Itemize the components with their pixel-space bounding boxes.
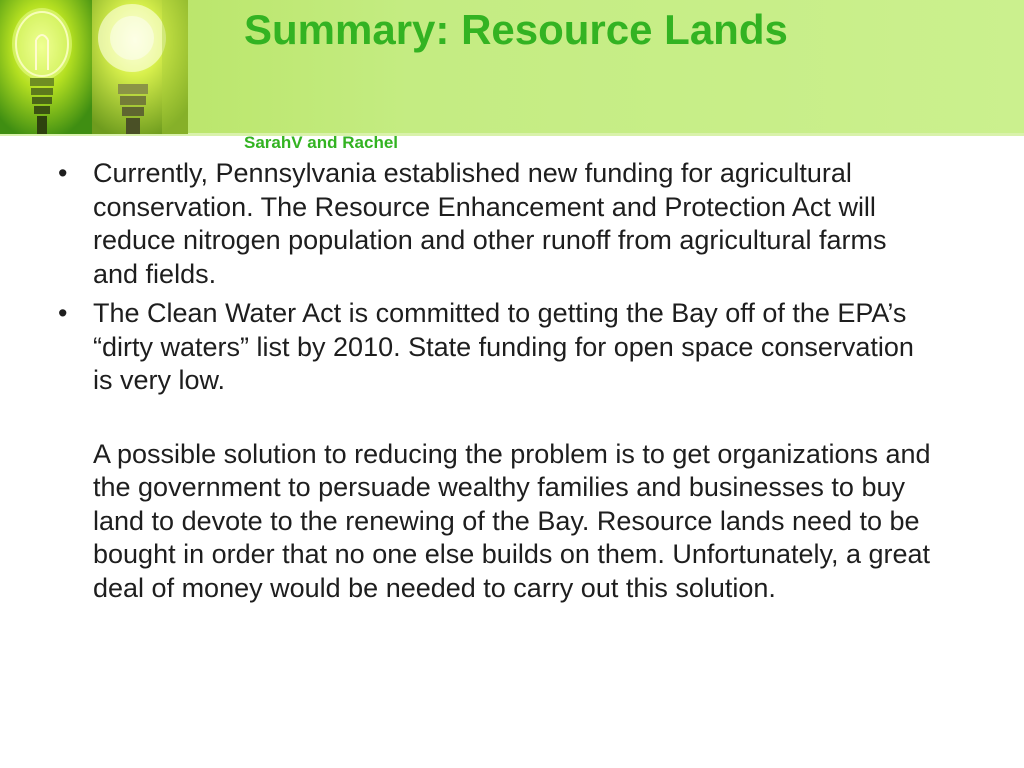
solution-paragraph: A possible solution to reducing the problem is to get organizations and the government to persuade wealthy families and businesses to buy land to devote to the renewing of the Bay. Resource lands need to be bought in order that no one else builds on them. Unfortunately, a great deal of money would be needed to carry out this solution. bbox=[93, 438, 931, 603]
bullet-text: Currently, Pennsylvania established new funding for agricultural conservation. The Resource Enhancement and Protection Act will reduce nitrogen population and other runoff from agricultural farms and fields. bbox=[93, 158, 887, 289]
lightbulb-icon bbox=[92, 0, 188, 134]
bullet-list bbox=[58, 157, 938, 398]
bullet-marker: • bbox=[58, 298, 68, 328]
bullet-item bbox=[58, 157, 938, 291]
lightbulb-icon bbox=[0, 0, 92, 134]
bullet-marker: • bbox=[58, 158, 68, 188]
slide-subtitle: SarahV and Rachel bbox=[244, 133, 399, 152]
slide-title: Summary: Resource Lands bbox=[244, 6, 788, 53]
bullet-text: The Clean Water Act is committed to getting the Bay off of the EPA’s “dirty waters” list by 2010. State funding for open space conservation is very low. bbox=[93, 298, 914, 395]
bullet-item bbox=[58, 297, 938, 398]
slide-content bbox=[58, 157, 938, 605]
